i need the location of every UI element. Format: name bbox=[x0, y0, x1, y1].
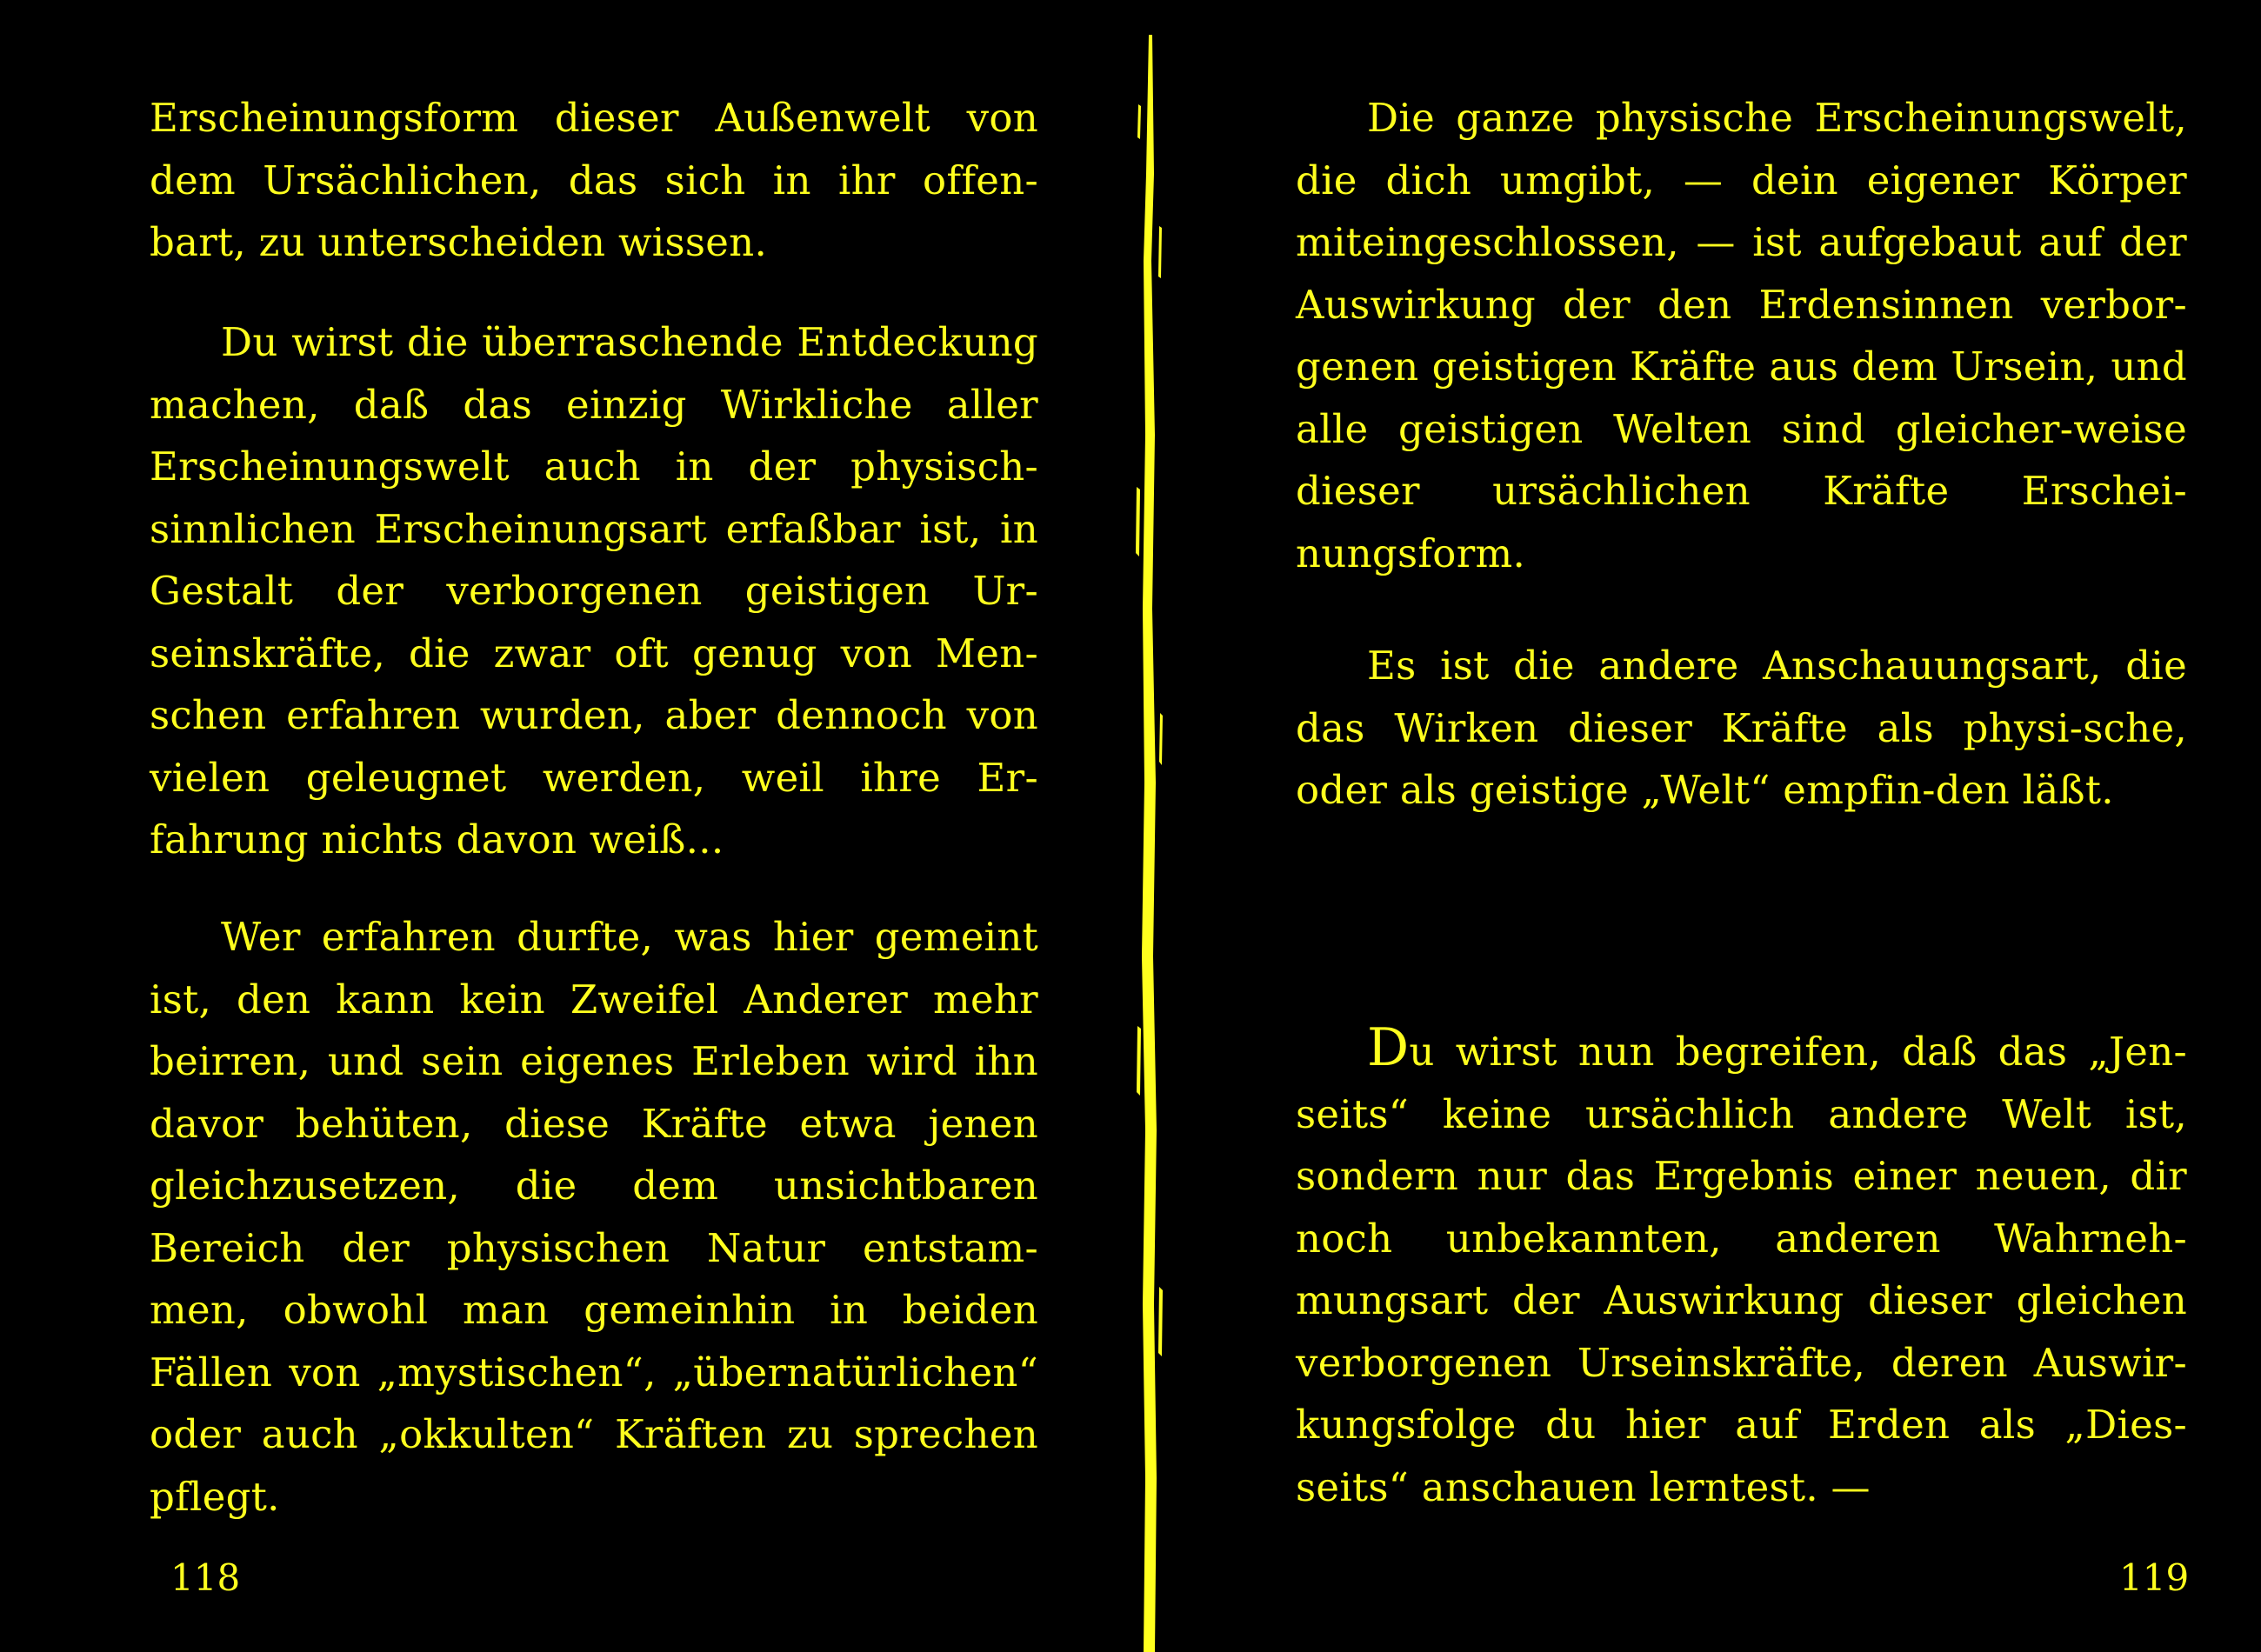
left-page-paragraph-3-block bbox=[150, 906, 1038, 1528]
left-page-paragraph-2-block bbox=[150, 311, 1038, 871]
book-spine bbox=[1133, 0, 1168, 1652]
left-page-paragraph-2: Du wirst die überraschende Entdeckung machen, daß das einzig Wirkliche aller Erscheinungswelt auch in der physisch-sinnlichen Erscheinungsart erfaßbar ist, in Gestalt der verborgenen geistigen Ur-seinskräfte, die zwar oft genug von Men-schen erfahren wurden, aber dennoch von vielen geleugnet werden, weil ihre Er-fahrung nichts davon weiß... bbox=[150, 319, 1038, 863]
right-page-paragraph-1: Die ganze physische Erscheinungswelt, die dich umgibt, — dein eigener Körper miteingeschlossen, — ist aufgebaut auf der Auswirkung der den Erdensinnen verbor-genen geistigen Kräfte aus dem Ursein, und alle geistigen Welten sind gleicher-weise dieser ursächlichen Kräfte Erschei-nungsform. bbox=[1296, 95, 2187, 576]
right-page bbox=[1165, 0, 2261, 1652]
right-page-paragraph-1-block bbox=[1296, 87, 2187, 584]
left-page bbox=[0, 0, 1122, 1652]
page-number-left: 118 bbox=[170, 1556, 241, 1599]
initial-letter: D bbox=[1367, 1017, 1410, 1078]
left-page-paragraph-1-block bbox=[150, 87, 1038, 274]
page-number-right: 119 bbox=[2119, 1556, 2190, 1599]
left-page-paragraph-1: Erscheinungsform dieser Außenwelt von dem Ursächlichen, das sich in ihr offen-bart, zu unterscheiden wissen. bbox=[150, 95, 1038, 265]
right-page-paragraph-3-block bbox=[1296, 1017, 2187, 1518]
spine-shadow-strip bbox=[1142, 35, 1157, 1652]
right-page-paragraph-3-text: u wirst nun begreifen, daß das „Jen-seits“ keine ursächlich andere Welt ist, sondern nur das Ergebnis einer neuen, dir noch unbekannten, anderen Wahrneh-mungsart der Auswirkung dieser gleichen verborgenen Urseinskräfte, deren Auswir-kungsfolge du hier auf Erden als „Dies-seits“ anschauen lerntest. — bbox=[1296, 1029, 2187, 1510]
left-page-paragraph-3: Wer erfahren durfte, was hier gemeint ist, den kann kein Zweifel Anderer mehr beirren, und sein eigenes Erleben wird ihn davor behüten, diese Kräfte etwa jenen gleichzusetzen, die dem unsichtbaren Bereich der physischen Natur entstam-men, obwohl man gemeinhin in beiden Fällen von „mystischen“, „übernatürlichen“ oder auch „okkulten“ Kräften zu sprechen pflegt. bbox=[150, 914, 1038, 1520]
right-page-paragraph-3 bbox=[1296, 1017, 2187, 1518]
right-page-paragraph-2: Es ist die andere Anschauungsart, die das Wirken dieser Kräfte als physi-sche, oder als geistige „Welt“ empfin-den läßt. bbox=[1296, 643, 2187, 813]
right-page-paragraph-2-block bbox=[1296, 635, 2187, 822]
